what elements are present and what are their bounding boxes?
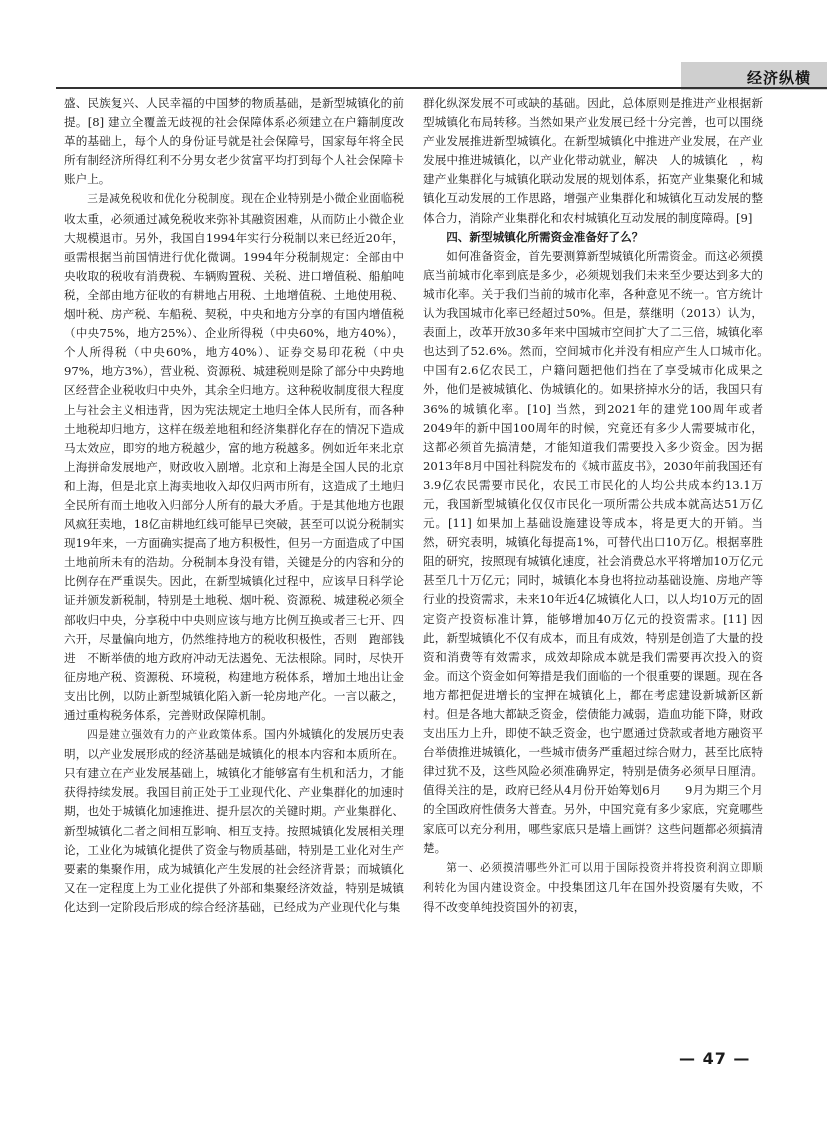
subheading: 三是减免税收和优化分税制度。: [87, 193, 242, 206]
paragraph-body: 中投集团这几年在国外投资屡有失败，不得不改变单纯投资国外的初衷，: [423, 879, 763, 914]
section-heading: 四、新型城镇化所需资金准备好了么？: [446, 229, 644, 244]
section-title: 经济纵横: [746, 69, 811, 87]
left-column: [64, 94, 404, 917]
paragraph: [64, 189, 404, 725]
paragraph: [423, 858, 763, 917]
paragraph: 群化纵深发展不可或缺的基础。因此，总体原则是推进产业根据新型城镇化布局转移。当然如果产业发展已经十分完善，也可以围绕产业发展推进新型城镇化。在新型城镇化中推进产业发展，在产业发展中推进城镇化，以产业化带动就业，解决 人的城镇化 ，构建产业集群化与城镇化联动发展的规划体系，拓宽产业集聚化和城镇化互动发展的工作思路，增强产业集群化和城镇化互动发展的整体合力，消除产业集群化和农村城镇化互动发展的制度障碍。[9]: [423, 96, 763, 225]
paragraph: 如何准备资金，首先要测算新型城镇化所需资金。而这必须摸底当前城市化率到底是多少，必须规划我们未来至少要达到多大的城市化率。关于我们当前的城市化率，各种意见不统一。官方统计认为我国城市化率已经超过50%。但是，蔡继明（2013）认为，表面上，改革开放30多年来中国城市空间扩大了二三倍，城镇化率也达到了52.6%。然而，空间城市化并没有相应产生人口城市化。 中国有2.6亿农民工，户籍问题把他们挡在了享受城市化成果之外，他们是被城镇化、伪城镇化的。如果挤掉水分的话，我国只有36%的城镇化率。[10] 当然，到2021年的建党100周年或者2049年的新中国100周年的时候，究竟还有多少人需要城市化，这都必须首先搞清楚，才能知道我们需要投入多少资金。因为据2013年8月中国社科院发布的《城市蓝皮书》，2030年前我国还有3.9亿农民需要市民化，农民工市民化的人均公共成本约13.1万元，我国新型城镇化仅仅市民化一项所需公共成本就高达51万亿元。[11] 如果加上基础设施建设等成本，将是更大的开销。当然，研究表明，城镇化每提高1%，可替代出口10万亿。根据辜胜阻的研究，按照现有城镇化速度，社会消费总水平将增加10万亿元甚至几十万亿元；同时，城镇化本身也将拉动基础设施、房地产等行业的投资需求，未来10年近4亿城镇化人口，以人均10万元的固定资产投资标准计算，能够增加40万亿元的投资需求。[11] 因此，新型城镇化不仅有成本，而且有成效，特别是创造了大量的投资和消费等有效需求，成效却除成本就是我们需要再次投入的资金。而这个资金如何筹措是我们面临的一个很重要的课题。现在各地方都把促进增长的宝押在城镇化上，都在考虑建设新城新区新村。但是各地大都缺乏资金，偿债能力减弱，造血功能下降，财政支出压力上升，即使不缺乏资金，也宁愿通过贷款或者地方融资平台举债推进城镇化，一些城市债务严重超过综合财力，甚至比底特律过犹不及，这些风险必须准确界定，特别是债务必须早日厘清。值得关注的是，政府已经从4月份开始筹划6月 9月为期三个月的全国政府性债务大普查。另外，中国究竟有多少家底，究竟哪些家底可以充分利用，哪些家底只是墙上画饼？这些问题都必须搞清楚。: [423, 248, 775, 855]
paragraph-body: 现在企业特别是小微企业面临税收太重，必须通过减免税收来弥补其融资困难，从而防止小微企业大规模退市。另外，我国自1994年实行分税制以来已经近20年，亟需根据当前国情进行优化微调。1994年分税制规定：全部由中央收取的税收有消费税、车辆购置税、关税、进口增值税、船舶吨税，全部由地方征收的有耕地占用税、土地增值税、土地使用税、烟叶税、房产税、车船税、契税，中央和地方分享的有国内增值税（中央75%，地方25%）、企业所得税（中央60%，地方40%），个人所得税（中央60%，地方40%）、证券交易印花税（中央97%，地方3%），营业税、资源税、城建税则是除了部分中央跨地区经营企业税收归中央外，其余全归地方。这种税收制度很大程度上与社会主义相违背，因为宪法规定土地归全体人民所有，而各种土地税却归地方，这样在级差地租和经济集群化存在的情况下造成马太效应，即穷的地方税越少，富的地方税越多。例如近年来北京上海拼命发展地产，财政收入剧增。北京和上海是全国人民的北京和上海，但是北京上海卖地收入却仅归两市所有，这造成了土地归全民所有而土地收入归部分人所有的最大矛盾。于是其他地方也跟风疯狂卖地，18亿亩耕地红线可能早已突破，甚至可以说分税制实现19年来，一方面确实提高了地方积极性，但另一方面造成了中国土地前所未有的浩劫。分税制本身没有错，关键是分的内容和分的比例存在严重误失。因此，在新型城镇化过程中，应该早日科学论证并颁发新税制，特别是土地税、烟叶税、资源税、城建税必须全部收归中央，分享税中中央则应该与地方比例互换或者三七开、四六开，尽量偏向地方，仍然维持地方的税收积极性，否则 跑部钱进 不断举债的地方政府冲动无法遏免、无法根除。同时，尽快开征房地产税、资源税、环境税，构建地方税体系，增加土地出让金支出比例，以防止新型城镇化陷入新一轮房地产化。一言以蔽之，通过重构税务体系，完善财政保障机制。: [64, 191, 404, 722]
subheading: 第一、必须摸清哪些外汇可以用于国际投资并将投资利润立即顺利转化为国内建设资金。: [423, 861, 763, 894]
section-header-tab: [681, 62, 827, 90]
paragraph: 盛、民族复兴、人民幸福的中国梦的物质基础，是新型城镇化的前提。[8] 建立全覆盖无歧视的社会保障体系必须建立在户籍制度改革的基础上，每个人的身份证号就是社会保障号，国家每年将全民所有制经济所得红利不分男女老少贫富平均打到每个人社会保障卡账户上。: [64, 96, 404, 187]
header-rule: [56, 87, 827, 89]
paragraph-body: 国内外城镇化的发展历史表明，以产业发展形成的经济基础是城镇化的根本内容和本质所在。只有建立在产业发展基础上，城镇化才能够富有生机和活力，才能获得持续发展。我国目前正处于工业现代化、产业集群化的加速时期，也处于城镇化加速推进、提升层次的关键时期。产业集群化、新型城镇化二者之间相互影响、相互支持。按照城镇化发展相关理论，工业化为城镇化提供了资金与物质基础，特别是工业化对生产要素的集聚作用，成为城镇化产生发展的社会经济背景；而城镇化又在一定程度上为工业化提供了外部和集聚经济效益，特别是城镇化达到一定阶段后形成的综合经济基础，已经成为产业现代化与集: [64, 727, 404, 914]
subheading: 四是建立强效有力的产业政策体系。: [87, 729, 265, 742]
right-column: [423, 94, 775, 917]
paragraph: [64, 725, 404, 917]
page-number: — 47 —: [679, 1049, 751, 1068]
